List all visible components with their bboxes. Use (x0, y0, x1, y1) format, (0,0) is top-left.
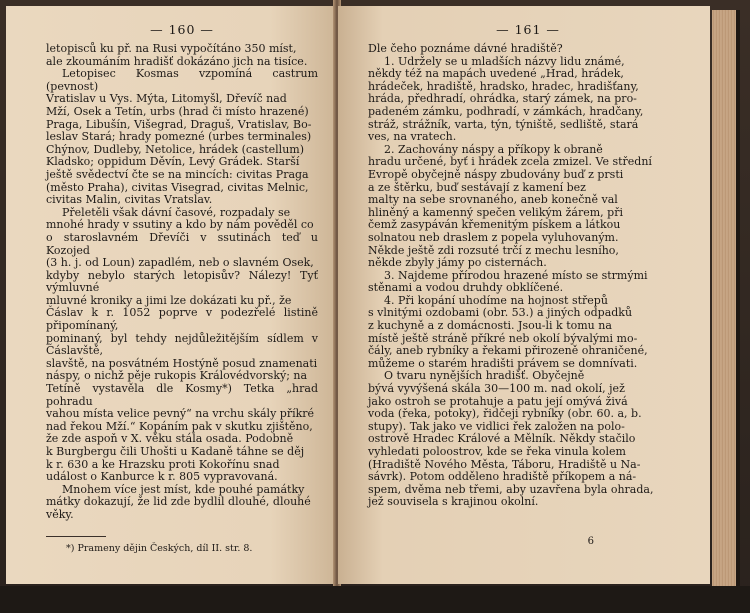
text-line: 4. Při kopání uhodíme na hojnost střepů (384, 293, 608, 307)
text-line: náspy, o nichž pěje rukopis Královédvorský; na (46, 369, 308, 383)
text-line: civitas Malin, civitas Vratslav. (46, 193, 213, 207)
text-line: vahou místa velice pevný“ na vrchu skály příkré (46, 407, 315, 421)
footnote-divider (46, 536, 106, 537)
text-line: vyhledati poloostrov, kde se řeka vinula kolem (368, 445, 626, 458)
page-edges (712, 10, 740, 590)
text-line: někdy též na mapách uvedené „Hrad, hrádek, (368, 67, 624, 81)
page-number: — 161 — (496, 22, 560, 37)
text-line: jako ostroh se protahuje a patu její omývá živá (368, 394, 628, 408)
text-line: stráž, strážník, varta, týn, týniště, sedliště, stará (368, 117, 639, 131)
text-line: (město Praha), civitas Visegrad, civitas Melnic, (46, 180, 309, 194)
text-line: 3. Najdeme přírodou hrazené místo se strmými (384, 268, 648, 282)
text-line: voda (řeka, potoky), řidčeji rybníky (obr. 60. a, b. (368, 407, 642, 421)
text-line: Mží, Osek a Tetín, urbs (hrad či místo hrazené) (46, 104, 309, 118)
text-line: mluvné kroniky a jimi lze dokázati ku př., že (46, 293, 292, 307)
text-line: hradu určené, byť i hrádek zcela zmizel. Ve střední (368, 155, 652, 169)
text-line: bývá vyvýšená skála 30—100 m. nad okolí, jež (368, 382, 625, 396)
page-text (368, 43, 688, 509)
text-line: čemž zasypáván křemenitým pískem a látkou (368, 218, 621, 232)
text-line: a ze štěrku, buď sestávají z kamení bez (368, 180, 586, 194)
text-line: Kladsko; oppidum Děvín, Levý Grádek. Starší (46, 155, 300, 169)
text-line: ještě svědectví čte se na mincích: civitas Praga (46, 167, 309, 181)
text-line: ostrově Hradec Králové a Mělník. Někdy stačilo (368, 432, 636, 446)
text-line: mátky dokazují, že lid zde bydlil dlouhé, dlouhé (46, 495, 311, 509)
text-line: Mnohem více jest míst, kde pouhé památky (62, 482, 305, 496)
text-line: (3 h. j. od Loun) zapadlém, neb o slavném Osek, (46, 256, 314, 270)
text-line: padeném zámku, podhradí, v zámkách, hradčany, (368, 104, 644, 118)
table-shadow (0, 586, 750, 613)
text-line: Evropě obyčejně náspy zbudovány buď z prsti (368, 167, 624, 181)
signature-mark: 6 (587, 536, 594, 547)
text-line: stěnami a vodou druhdy obklíčené. (368, 281, 564, 295)
text-line: hliněný a kamenný spečen velikým žárem, při (368, 205, 623, 219)
text-line: nad řekou Mží.“ Kopáním pak v skutku zjištěno, (46, 419, 313, 433)
text-line: Někde ještě zdi rozsuté trčí z mechu lesního, (368, 243, 619, 257)
text-line: sávrk). Potom odděleno hradiště příkopem a ná- (368, 470, 637, 484)
text-line: někde zbyly jámy po cisternách. (368, 256, 547, 270)
text-line: spem, dvěma neb třemi, aby uzavřena byla ohrada, (368, 482, 654, 496)
text-line: 1. Udržely se u mladších názvy lidu známé, (384, 54, 625, 68)
text-line: můžeme o starém hradišti právem se domnívati. (368, 356, 638, 370)
text-line: jež souvisela s krajinou okolní. (368, 495, 539, 509)
text-line: O tvaru nynějších hradišť. Obyčejně (384, 369, 585, 383)
footnote: *) Prameny dějin Českých, díl II. str. 8. (66, 542, 253, 554)
text-line: malty na sebe srovnaného, aneb konečně val (368, 193, 618, 207)
text-line: z kuchyně a z domácnosti. Jsou-li k tomu na (368, 319, 612, 333)
text-line: s vlnitými ozdobami (obr. 53.) a jiných odpadků (368, 306, 633, 320)
text-line: Dle čeho poznáme dávné hradiště? (368, 42, 563, 55)
right-page (338, 6, 710, 584)
text-line: (Hradiště Nového Města, Táboru, Hradiště u Na- (368, 457, 641, 471)
text-line: událost o Kanburce k r. 805 vypravovaná. (46, 470, 278, 484)
text-line: Vratislav u Vys. Mýta, Litomyšl, Dřevíč nad (46, 92, 287, 106)
text-line: ves, na vratech. (368, 130, 457, 144)
text-line: Přeletěli však dávní časové, rozpadaly se (62, 205, 291, 219)
text-line: letopisců ku př. na Rusi vypočítáno 350 míst, (46, 42, 297, 55)
text-line: k r. 630 a ke Hrazsku proti Kokořínu snad (46, 457, 280, 471)
text-line: solnatou neb draslem z popela vyluhovaným. (368, 230, 619, 244)
text-line: hrádeček, hradiště, hradsko, hradec, hradišťany, (368, 79, 639, 93)
text-line: mnohé hrady v ssutiny a kdo by nám pověděl co (46, 218, 314, 232)
text-line: 2. Zachovány náspy a příkopy k obraně (384, 142, 603, 156)
text-line: Chýnov, Dudleby, Netolice, hrádek (castellum) (46, 142, 305, 156)
text-line: věky. (46, 507, 74, 521)
text-line: Čáslav k r. 1052 poprve v podezřelé listině připomínaný, (46, 306, 318, 333)
text-line: Tetíně vystavěla dle Kosmy*) Tetka „hrad pohradu (46, 382, 318, 408)
text-line: Praga, Libušín, Višegrad, Draguš, Vratislav, Bo- (46, 117, 312, 131)
page-number: — 160 — (150, 22, 214, 37)
text-line: leslav Stará; hrady pomezné (urbes terminales) (46, 130, 312, 144)
text-line: Letopisec Kosmas vzpomíná castrum (pevnost) (46, 67, 318, 93)
text-line: místě ještě stráně příkré neb okolí bývalými mo- (368, 331, 638, 345)
page-text (46, 43, 318, 522)
text-line: stupy). Tak jako ve vidlici řek založen na polo- (368, 419, 625, 433)
text-line: čály, aneb rybníky a řekami přirozeně ohraničené, (368, 344, 648, 358)
text-line: k Burgbergu čili Uhošti u Kadaně táhne se děj (46, 445, 305, 458)
text-line: o staroslavném Dřevíči v ssutinách teď u Kozojed (46, 230, 318, 257)
text-line: slavště, na posvátném Hostýně posud znamenati (46, 356, 318, 370)
text-line: hráda, předhradí, ohrádka, starý zámek, na pro- (368, 92, 637, 106)
text-line: kdyby nebylo starých letopisův? Nálezy! Tyť výmluvné (46, 268, 318, 295)
left-page (6, 6, 336, 584)
text-line: pominaný, byl tehdy nejdůležitějším sídlem v Čáslavště, (46, 331, 318, 358)
text-line: ale zkoumáním hradišť dokázáno jich na tisíce. (46, 54, 308, 68)
text-line: že zde aspoň v X. věku stála osada. Podobně (46, 432, 294, 446)
